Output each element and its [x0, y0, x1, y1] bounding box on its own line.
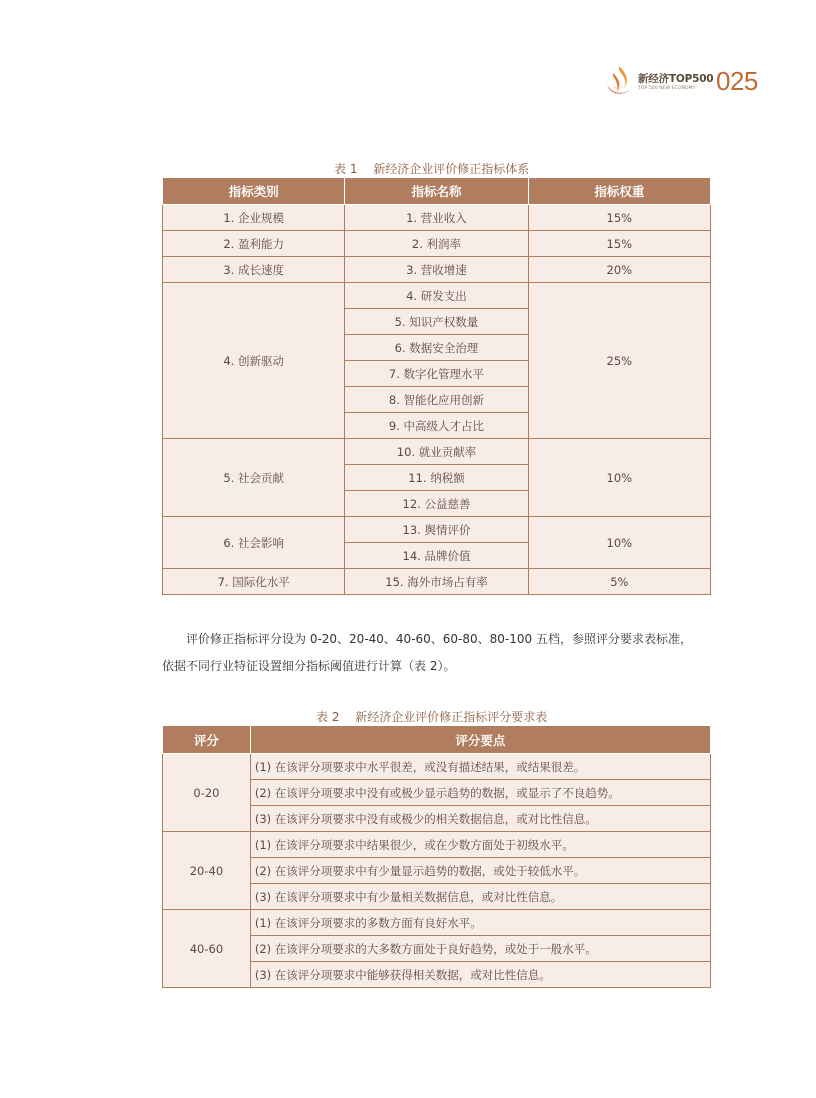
indicator-cell: 9. 中高级人才占比 [345, 413, 528, 439]
category-cell: 4. 创新驱动 [163, 283, 345, 439]
indicator-cell: 14. 品牌价值 [345, 543, 528, 569]
weight-cell: 15% [528, 205, 710, 231]
table-row [163, 910, 711, 936]
category-cell: 2. 盈利能力 [163, 231, 345, 257]
indicator-system-table [162, 178, 711, 595]
table-row [163, 283, 711, 309]
scoring-point-cell: (2) 在该评分项要求中没有或极少显示趋势的数据，或显示了不良趋势。 [250, 780, 710, 806]
table-row [163, 754, 711, 780]
score-cell: 40-60 [163, 910, 251, 988]
brand-name: 新经济TOP500 [638, 73, 714, 85]
column-header-points: 评分要点 [250, 726, 710, 754]
table2-body [163, 754, 711, 988]
weight-cell: 20% [528, 257, 710, 283]
indicator-cell: 12. 公益慈善 [345, 491, 528, 517]
table2-caption-title: 新经济企业评价修正指标评分要求表 [355, 710, 548, 724]
scoring-point-cell: (2) 在该评分项要求中有少量显示趋势的数据，或处于较低水平。 [250, 858, 710, 884]
table-row [163, 439, 711, 465]
scoring-point-cell: (1) 在该评分项要求中水平很差，或没有描述结果，或结果很差。 [250, 754, 710, 780]
column-header-category: 指标类别 [163, 178, 345, 205]
column-header-score: 评分 [163, 726, 251, 754]
scoring-point-cell: (3) 在该评分项要求中没有或极少的相关数据信息，或对比性信息。 [250, 806, 710, 832]
category-cell: 5. 社会贡献 [163, 439, 345, 517]
table1-body [163, 205, 711, 595]
score-cell: 20-40 [163, 832, 251, 910]
indicator-cell: 11. 纳税额 [345, 465, 528, 491]
category-cell: 3. 成长速度 [163, 257, 345, 283]
table-row [163, 257, 711, 283]
paragraph-line-2: 依据不同行业特征设置细分指标阈值进行计算（表 2）。 [162, 659, 456, 673]
flame-logo-icon [604, 64, 634, 98]
indicator-cell: 1. 营业收入 [345, 205, 528, 231]
scoring-point-cell: (2) 在该评分项要求的大多数方面处于良好趋势，或处于一般水平。 [250, 936, 710, 962]
table-header-row [163, 726, 711, 754]
table2-caption-label: 表 2 [316, 710, 340, 724]
category-cell: 7. 国际化水平 [163, 569, 345, 595]
page-number: 025 [716, 66, 758, 96]
category-cell: 1. 企业规模 [163, 205, 345, 231]
column-header-indicator: 指标名称 [345, 178, 528, 205]
table-header-row [163, 178, 711, 205]
column-header-weight: 指标权重 [528, 178, 710, 205]
table2-caption [316, 708, 547, 725]
indicator-cell: 15. 海外市场占有率 [345, 569, 528, 595]
table-row [163, 205, 711, 231]
table1-caption [334, 160, 529, 177]
indicator-cell: 10. 就业贡献率 [345, 439, 528, 465]
body-paragraph [162, 626, 714, 680]
indicator-cell: 8. 智能化应用创新 [345, 387, 528, 413]
weight-cell: 10% [528, 439, 710, 517]
weight-cell: 25% [528, 283, 710, 439]
indicator-cell: 6. 数据安全治理 [345, 335, 528, 361]
table1-caption-title: 新经济企业评价修正指标体系 [373, 162, 530, 176]
indicator-cell: 13. 舆情评价 [345, 517, 528, 543]
scoring-point-cell: (1) 在该评分项要求的多数方面有良好水平。 [250, 910, 710, 936]
indicator-cell: 5. 知识产权数量 [345, 309, 528, 335]
table-row [163, 569, 711, 595]
indicator-cell: 3. 营收增速 [345, 257, 528, 283]
scoring-point-cell: (3) 在该评分项要求中有少量相关数据信息，或对比性信息。 [250, 884, 710, 910]
brand-subtitle: TOP 500 NEW ECONOMY [638, 86, 696, 91]
weight-cell: 15% [528, 231, 710, 257]
weight-cell: 5% [528, 569, 710, 595]
indicator-cell: 4. 研发支出 [345, 283, 528, 309]
table-row [163, 231, 711, 257]
scoring-requirements-table [162, 726, 711, 988]
table-row [163, 832, 711, 858]
table-row [163, 517, 711, 543]
score-cell: 0-20 [163, 754, 251, 832]
table1-caption-label: 表 1 [334, 162, 358, 176]
paragraph-line-1: 评价修正指标评分设为 0-20、20-40、40-60、60-80、80-100 五档，参照评分要求表标准， [186, 632, 692, 646]
indicator-cell: 2. 利润率 [345, 231, 528, 257]
weight-cell: 10% [528, 517, 710, 569]
scoring-point-cell: (3) 在该评分项要求中能够获得相关数据，或对比性信息。 [250, 962, 710, 988]
page-header [600, 62, 770, 102]
scoring-point-cell: (1) 在该评分项要求中结果很少，或在少数方面处于初级水平。 [250, 832, 710, 858]
indicator-cell: 7. 数字化管理水平 [345, 361, 528, 387]
category-cell: 6. 社会影响 [163, 517, 345, 569]
